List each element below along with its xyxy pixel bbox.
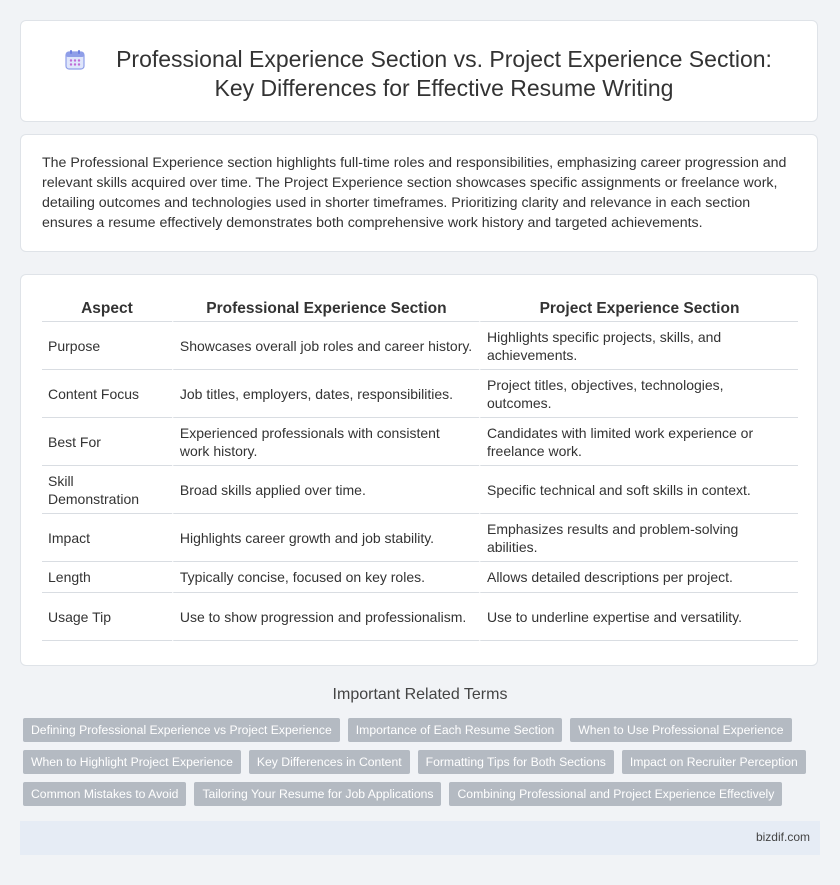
table-cell-professional: Showcases overall job roles and career history. (172, 322, 479, 370)
tag-row (23, 750, 803, 774)
table-cell-project: Candidates with limited work experience or freelance work. (479, 418, 798, 466)
calendar-icon (64, 49, 84, 69)
table-row (42, 514, 798, 562)
footer (20, 821, 820, 855)
intro-paragraph: The Professional Experience section highlights full-time roles and responsibilities, emphasizing career progression and relevant skills acquired over time. The Project Experience section showcases specific assignments or freelance work, detailing outcomes and technologies used in shorter timeframes. Prioritizing clarity and relevance in each section ensures a resume effectively demonstrates both comprehensive work history and targeted achievements. (42, 155, 787, 231)
table-row (42, 593, 798, 641)
table-header-row (42, 295, 798, 322)
tag-row (23, 782, 803, 806)
footer-site-link[interactable]: bizdif.com (755, 830, 810, 844)
table-cell-aspect: Purpose (42, 322, 172, 370)
table-cell-project: Allows detailed descriptions per project. (479, 562, 798, 593)
table-cell-project: Emphasizes results and problem-solving abilities. (479, 514, 798, 562)
table-cell-aspect: Usage Tip (42, 593, 172, 641)
table-cell-aspect: Skill Demonstration (42, 466, 172, 514)
column-header-aspect: Aspect (42, 295, 172, 322)
related-term-tag[interactable]: Impact on Recruiter Perception (622, 750, 806, 774)
related-term-tag[interactable]: Common Mistakes to Avoid (23, 782, 186, 806)
table-row (42, 370, 798, 418)
comparison-table-card (20, 274, 818, 666)
related-term-tag[interactable]: Importance of Each Resume Section (348, 718, 563, 742)
related-term-tag[interactable]: Combining Professional and Project Experience Effectively (449, 782, 782, 806)
table-cell-project: Use to underline expertise and versatility. (479, 593, 798, 641)
table-cell-professional: Typically concise, focused on key roles. (172, 562, 479, 593)
comparison-table (42, 295, 798, 641)
column-header-project: Project Experience Section (479, 295, 798, 322)
table-row (42, 322, 798, 370)
title-card (20, 20, 818, 122)
page-title: Professional Experience Section vs. Project Experience Section: Key Differences for Effective Resume Writing (116, 46, 772, 101)
table-cell-project: Project titles, objectives, technologies, outcomes. (479, 370, 798, 418)
related-terms-title: Important Related Terms (332, 686, 508, 703)
table-cell-professional: Highlights career growth and job stability. (172, 514, 479, 562)
title-wrap (21, 45, 817, 103)
intro-card (20, 134, 818, 252)
related-term-tag[interactable]: When to Use Professional Experience (570, 718, 791, 742)
table-cell-professional: Use to show progression and professionalism. (172, 593, 479, 641)
table-cell-aspect: Impact (42, 514, 172, 562)
table-cell-aspect: Length (42, 562, 172, 593)
table-row (42, 562, 798, 593)
table-cell-project: Specific technical and soft skills in context. (479, 466, 798, 514)
table-row (42, 466, 798, 514)
related-term-tag[interactable]: Formatting Tips for Both Sections (418, 750, 614, 774)
table-row (42, 418, 798, 466)
related-term-tag[interactable]: Key Differences in Content (249, 750, 410, 774)
table-cell-professional: Broad skills applied over time. (172, 466, 479, 514)
table-cell-professional: Job titles, employers, dates, responsibilities. (172, 370, 479, 418)
table-cell-aspect: Best For (42, 418, 172, 466)
table-cell-aspect: Content Focus (42, 370, 172, 418)
related-terms-tags (23, 718, 803, 814)
related-term-tag[interactable]: Defining Professional Experience vs Project Experience (23, 718, 340, 742)
related-term-tag[interactable]: When to Highlight Project Experience (23, 750, 241, 774)
column-header-professional: Professional Experience Section (172, 295, 479, 322)
related-term-tag[interactable]: Tailoring Your Resume for Job Applications (194, 782, 441, 806)
tag-row (23, 718, 803, 742)
table-cell-professional: Experienced professionals with consistent work history. (172, 418, 479, 466)
table-cell-project: Highlights specific projects, skills, and achievements. (479, 322, 798, 370)
